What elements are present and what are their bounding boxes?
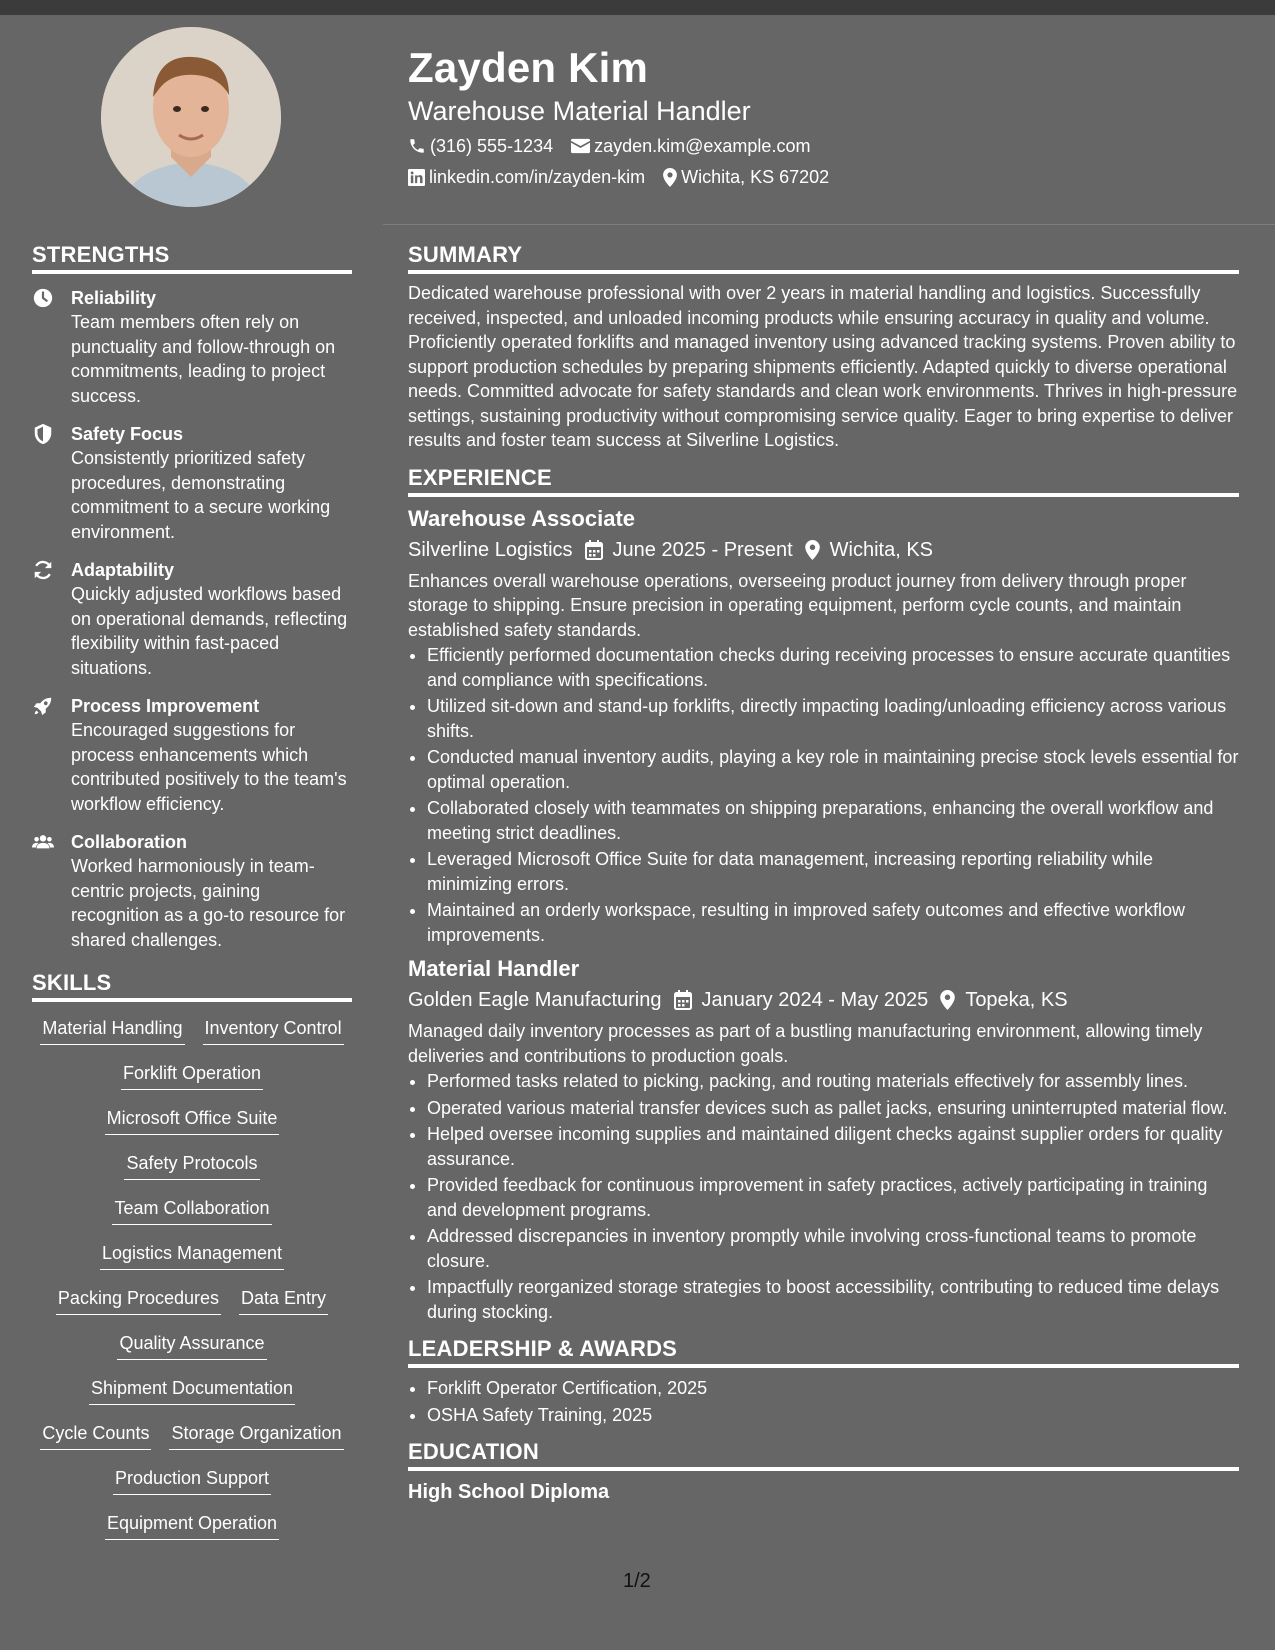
linkedin-contact[interactable]	[408, 166, 645, 188]
strength-desc: Encouraged suggestions for process enhancements which contributed positively to the team's workflow efficiency.	[71, 720, 347, 814]
job-bullet: • Conducted manual inventory audits, playing a key role in maintaining precise stock levels essential for optimal operation.	[427, 745, 1239, 794]
skill-row	[32, 1196, 352, 1241]
phone-icon	[408, 137, 426, 155]
leadership-list	[408, 1376, 1239, 1427]
candidate-name: Zayden Kim	[408, 44, 649, 91]
job-meta	[408, 537, 1239, 563]
strengths-list	[32, 286, 352, 952]
skill-row	[32, 1511, 352, 1556]
job-bullet: • Helped oversee incoming supplies and maintained diligent checks against supplier orders for quality assurance.	[427, 1122, 1239, 1171]
phone-text: (316) 555-1234	[430, 136, 554, 156]
strength-item	[32, 422, 352, 544]
main-content	[408, 242, 1239, 1517]
skill-row	[32, 1106, 352, 1151]
job-meta	[408, 987, 1239, 1013]
skill-row	[32, 1376, 352, 1421]
strength-desc: Worked harmoniously in team-centric projects, gaining recognition as a go-to resource for shared challenges.	[71, 856, 346, 950]
job-dates-item	[674, 987, 929, 1013]
job-bullet: • Efficiently performed documentation checks during receiving processes to ensure accurate quantities and compliance with specifications.	[427, 643, 1239, 692]
job-bullet: • Impactfully reorganized storage strategies to boost accessibility, contributing to reduced time delays during stocking.	[427, 1275, 1239, 1324]
leadership-heading: LEADERSHIP & AWARDS	[408, 1336, 1239, 1368]
linkedin-icon	[408, 169, 425, 186]
strength-item	[32, 694, 352, 816]
job-bullet: • Leveraged Microsoft Office Suite for data management, increasing reporting reliability while minimizing errors.	[427, 847, 1239, 896]
phone-contact[interactable]	[408, 135, 553, 157]
page-indicator: 1/2	[623, 1570, 651, 1592]
skill-tag: Forklift Operation	[121, 1061, 263, 1090]
refresh-icon	[32, 559, 54, 581]
job-entry	[408, 955, 1239, 1324]
skill-tag: Data Entry	[239, 1286, 328, 1315]
summary-heading: SUMMARY	[408, 242, 1239, 274]
map-pin-icon	[940, 990, 955, 1010]
skill-row	[32, 1241, 352, 1286]
envelope-icon	[571, 138, 590, 154]
award-item: • Forklift Operator Certification, 2025	[427, 1376, 1239, 1401]
job-dates: January 2024 - May 2025	[701, 989, 929, 1011]
job-location: Wichita, KS	[829, 538, 933, 561]
skills-heading: SKILLS	[32, 970, 352, 1002]
skill-tag: Storage Organization	[169, 1421, 343, 1450]
linkedin-text: linkedin.com/in/zayden-kim	[429, 167, 646, 187]
skills-list	[32, 1016, 352, 1556]
strengths-heading: STRENGTHS	[32, 242, 352, 274]
email-text: zayden.kim@example.com	[594, 136, 811, 156]
summary-text: Dedicated warehouse professional with over 2 years in material handling and logistics. Successfully received, inspected, and unloaded incoming products while ensuring accuracy in quality and volume. Proficiently operated forklifts and managed inventory using advanced tracking systems. Proven ability to support production schedules by preparing shipments efficiently. Adapted quickly to diverse operational needs. Committed advocate for safety standards and clean work environments. Thrives in high-pressure settings, sustaining productivity without compromising service quality. Eager to bring expertise to deliver results and foster team success at Silverline Logistics.	[408, 283, 1238, 450]
job-description: Enhances overall warehouse operations, overseeing product journey from delivery through proper storage to shipping. Ensure precision in operating equipment, perform cycle counts, and maintain established safety standards.	[408, 570, 1187, 640]
email-contact[interactable]	[571, 135, 810, 157]
education-degree: High School Diploma	[408, 1481, 610, 1503]
education-section	[408, 1439, 1239, 1505]
header-divider	[383, 224, 1275, 225]
strength-title: Safety Focus	[71, 424, 184, 444]
contact-row-2	[408, 166, 1248, 188]
sidebar	[32, 242, 352, 1556]
skill-tag: Shipment Documentation	[89, 1376, 295, 1405]
skill-row	[32, 1151, 352, 1196]
strength-item	[32, 558, 352, 680]
skill-tag: Microsoft Office Suite	[105, 1106, 280, 1135]
skill-tag: Quality Assurance	[117, 1331, 266, 1360]
strength-title: Adaptability	[71, 560, 175, 580]
rocket-icon	[32, 695, 54, 717]
skill-tag: Equipment Operation	[105, 1511, 279, 1540]
users-icon	[32, 831, 54, 853]
job-title: Warehouse Associate	[408, 505, 636, 531]
skill-tag: Inventory Control	[203, 1016, 344, 1045]
leadership-section	[408, 1336, 1239, 1427]
clock-icon	[32, 287, 54, 309]
job-bullets	[408, 1069, 1239, 1324]
summary-section	[408, 242, 1239, 453]
job-bullet: • Collaborated closely with teammates on shipping preparations, enhancing the overall workflow and meeting strict deadlines.	[427, 796, 1239, 845]
job-bullet: • Provided feedback for continuous improvement in safety practices, actively participating in training and development programs.	[427, 1173, 1239, 1222]
job-entry	[408, 505, 1239, 948]
experience-section	[408, 465, 1239, 1325]
job-description: Managed daily inventory processes as part of a bustling manufacturing environment, allowing timely deliveries and contributions to production goals.	[408, 1021, 1203, 1066]
strength-item	[32, 286, 352, 408]
strength-desc: Quickly adjusted workflows based on operational demands, reflecting flexibility within fast-paced situations.	[71, 584, 348, 678]
contact-row-1	[408, 135, 1248, 157]
job-dates-item	[585, 537, 793, 563]
calendar-icon	[674, 990, 692, 1010]
job-location: Topeka, KS	[965, 989, 1068, 1011]
strength-title: Process Improvement	[71, 696, 260, 716]
location-text: Wichita, KS 67202	[681, 167, 830, 187]
skill-tag: Logistics Management	[100, 1241, 284, 1270]
strength-item	[32, 830, 352, 952]
job-bullet: • Operated various material transfer devices such as pallet jacks, ensuring uninterrupted material flow.	[427, 1096, 1239, 1121]
award-item: • OSHA Safety Training, 2025	[427, 1403, 1239, 1428]
job-location-item	[805, 537, 933, 563]
job-bullet: • Maintained an orderly workspace, resulting in improved safety outcomes and effective workflow improvements.	[427, 898, 1239, 947]
skill-tag: Packing Procedures	[56, 1286, 221, 1315]
strength-title: Collaboration	[71, 832, 187, 852]
job-bullet: • Performed tasks related to picking, packing, and routing materials effectively for assembly lines.	[427, 1069, 1239, 1094]
skill-row	[32, 1331, 352, 1376]
skill-tag: Material Handling	[40, 1016, 184, 1045]
top-bar	[0, 0, 1275, 15]
skill-tag: Production Support	[113, 1466, 271, 1495]
skill-row	[32, 1061, 352, 1106]
skill-row	[32, 1016, 352, 1061]
skill-tag: Team Collaboration	[112, 1196, 271, 1225]
job-location-item	[940, 987, 1067, 1013]
job-company: Silverline Logistics	[408, 538, 573, 561]
map-pin-icon	[663, 168, 677, 187]
skill-row	[32, 1286, 352, 1331]
experience-heading: EXPERIENCE	[408, 465, 1239, 497]
job-title: Material Handler	[408, 956, 580, 981]
job-bullet: • Addressed discrepancies in inventory promptly while involving cross-functional teams to promote closure.	[427, 1224, 1239, 1273]
skill-tag: Cycle Counts	[40, 1421, 151, 1450]
job-dates: June 2025 - Present	[612, 538, 793, 561]
strength-desc: Team members often rely on punctuality and follow-through on commitments, leading to project success.	[71, 312, 336, 406]
job-bullet: • Utilized sit-down and stand-up forklifts, directly impacting loading/unloading efficiency across various shifts.	[427, 694, 1239, 743]
job-bullets	[408, 643, 1239, 947]
map-pin-icon	[805, 540, 820, 560]
shield-icon	[32, 423, 54, 445]
education-heading: EDUCATION	[408, 1439, 1239, 1471]
candidate-title: Warehouse Material Handler	[408, 96, 751, 126]
strength-title: Reliability	[71, 288, 157, 308]
profile-photo	[101, 27, 281, 207]
strength-desc: Consistently prioritized safety procedures, demonstrating commitment to a secure working environment.	[71, 448, 331, 542]
job-company: Golden Eagle Manufacturing	[408, 989, 662, 1011]
calendar-icon	[585, 540, 603, 560]
location-contact	[663, 166, 829, 188]
resume-header	[408, 42, 1248, 188]
skill-row	[32, 1421, 352, 1466]
skill-row	[32, 1466, 352, 1511]
skill-tag: Safety Protocols	[124, 1151, 259, 1180]
